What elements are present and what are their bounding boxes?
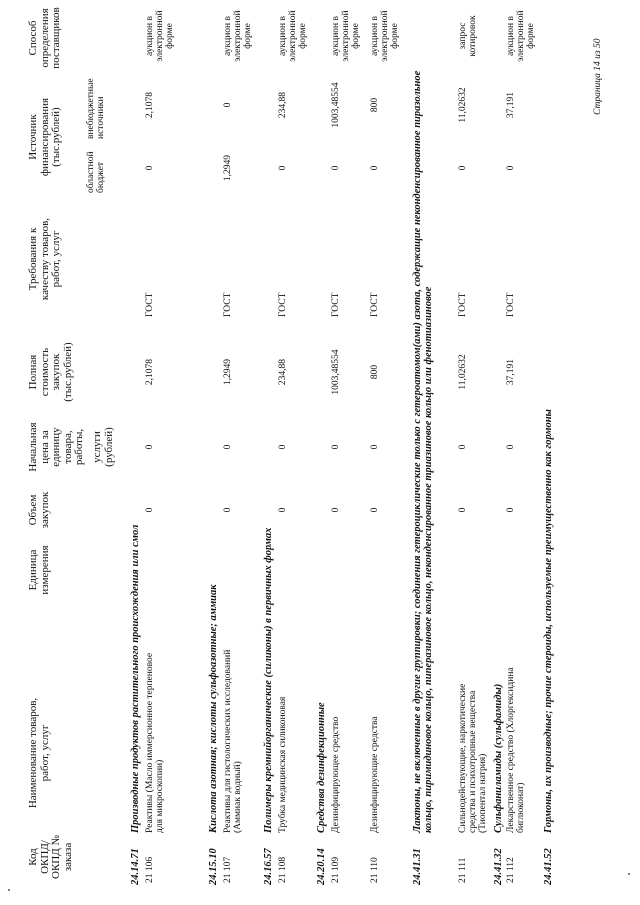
volume-value: 0 [278,507,288,513]
method-value: аукцион в электронной форме [145,10,175,62]
header-method: Способ определения поставщиков [27,7,62,69]
method-value: аукцион в электронной форме [223,10,253,62]
volume-value: 0 [223,507,233,513]
order-number: 21 108 [278,856,288,883]
extra-value: 11,02632 [458,87,468,123]
scan-speck [8,889,10,891]
section-title: Производные продуктов растительного происхождения или смол [130,524,141,833]
regional-value: 0 [370,165,380,171]
item-name: Дезинфицирующее средство [331,716,341,833]
cost-value: 37,191 [506,358,516,386]
section-code: 24.41.31 [412,848,423,885]
volume-value: 0 [458,507,468,513]
requirement-value: ГОСТ [458,292,468,317]
section-title: Полимеры кремнийорганические (силиконы) в первичных формах [263,527,274,833]
extra-value: 37,191 [506,91,516,119]
requirement-value: ГОСТ [331,292,341,317]
header-full-cost: Полная стоимость закупок (тыс.рублей) [27,342,74,402]
section-title: Лактоны, не включенные в другие группировки; соединения гетероциклические только с гетероатомом(ами) азота, содержащие неконденсированное пиразольное кольцо, пиримидиновое кольцо, пиперазиновое кольцо, неконденсированное триазиновое кольцо или фенотиазиновое [412,70,434,833]
header-unit: Единица измерения [27,545,51,595]
order-number: 21 110 [370,857,380,883]
regional-value: 0 [331,165,341,171]
method-value: аукцион в электронной форме [331,10,361,62]
order-number: 21 107 [223,856,233,883]
regional-value: 0 [506,165,516,171]
item-name: Реактивы (Масло иммерсионное терпеновое для микроскопии) [145,652,165,833]
volume-value: 0 [370,507,380,513]
header-volume: Объем закупок [27,491,51,529]
section-code: 24.16.57 [263,848,274,885]
order-number: 21 112 [506,857,516,883]
section-title: Сульфаниламиды (сульфамиды) [493,683,504,833]
header-fund-extra: внебюджетные источники [86,78,106,139]
price-value: 0 [370,444,380,450]
scan-speck [628,873,630,875]
regional-value: 0 [458,165,468,171]
price-value: 0 [223,444,233,450]
section-code: 24.14.71 [130,848,141,885]
method-value: аукцион в электронной форме [506,10,536,62]
regional-value: 0 [278,165,288,171]
order-number: 21 106 [145,856,155,883]
header-code: Код ОКПД/ ОКПД № заказа [27,835,74,879]
extra-value: 800 [370,97,380,113]
cost-value: 1,2949 [223,358,233,386]
section-code: 24.41.32 [493,848,504,885]
cost-value: 234,88 [278,358,288,386]
section-title: Гормоны, их производные; прочие стероиды, используемые преимущественно как гормоны [543,409,554,833]
item-name: Реактивы для гистологических исследований (Аммиак водный) [223,649,243,833]
price-value: 0 [331,444,341,450]
section-code: 24.15.10 [208,848,219,885]
header-start-price: Начальная цена за единицу товара, работы, [27,422,85,472]
section-title: Кислота азотная; кислоты сульфоазотные; аммиак [208,584,219,833]
extra-value: 234,88 [278,91,288,119]
requirement-value: ГОСТ [506,292,516,317]
price-value: 0 [506,444,516,450]
page-number: Страница 14 из 50 [593,38,603,115]
volume-value: 0 [506,507,516,513]
header-requirements: Требования к качеству товаров, работ, услуг [27,217,62,301]
section-code: 24.20.14 [316,848,327,885]
extra-value: 0 [223,102,233,108]
price-value: 0 [458,444,468,450]
cost-value: 11,02632 [458,354,468,390]
cost-value: 1003,48554 [331,349,341,395]
requirement-value: ГОСТ [145,292,155,317]
method-value: запрос котировок [458,15,478,57]
header-start-price-2: услуги (рублей) [91,427,115,467]
requirement-value: ГОСТ [223,292,233,317]
order-number: 21 109 [331,856,341,883]
header-name: Наименование товаров, работ, услуг [27,697,51,809]
volume-value: 0 [145,507,155,513]
regional-value: 0 [145,165,155,171]
requirement-value: ГОСТ [278,292,288,317]
requirement-value: ГОСТ [370,292,380,317]
regional-value: 1,2949 [223,154,233,182]
item-name: Трубка медицинская силиконовая [278,696,288,833]
header-funding: Источник финансирования (тыс.рублей) [27,97,62,177]
item-name: Сильнодействующие, наркотические средства и психотропные вещества (Тиопентал натрия) [458,683,488,833]
price-value: 0 [278,444,288,450]
method-value: аукцион в электронной форме [278,10,308,62]
header-fund-regional: областной бюджет [86,151,106,193]
item-name: Лекарственное средство (Хлоргексидина биглюконат) [506,667,526,833]
item-name: Дезинфицирующие средства [370,716,380,833]
price-value: 0 [145,444,155,450]
extra-value: 2,1078 [145,91,155,119]
extra-value: 1003,48554 [331,82,341,128]
volume-value: 0 [331,507,341,513]
section-title: Средства дезинфекционные [316,702,327,833]
cost-value: 800 [370,364,380,380]
method-value: аукцион в электронной форме [370,10,400,62]
cost-value: 2,1078 [145,358,155,386]
section-code: 24.41.52 [543,848,554,885]
order-number: 21 111 [458,857,468,883]
